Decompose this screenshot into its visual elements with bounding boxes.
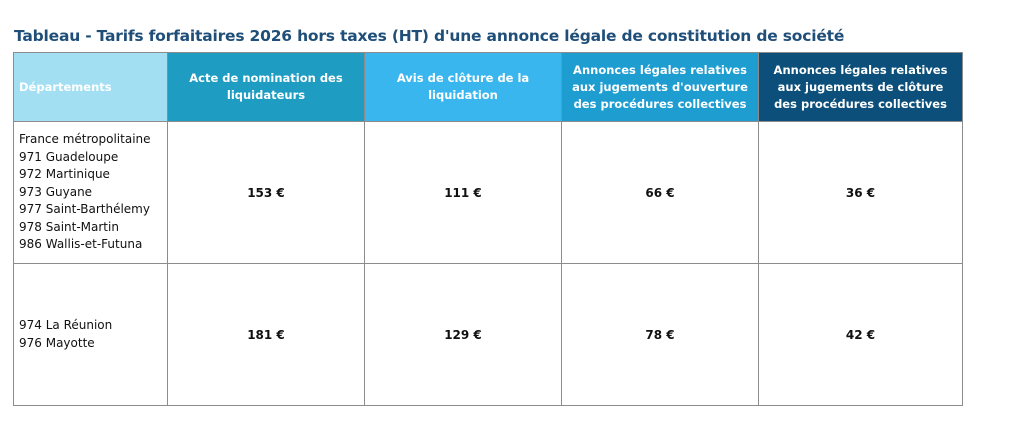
departements-cell [14,264,168,406]
departement-item: 978 Saint-Martin [19,219,119,234]
header-cloture-liquidation: Avis de clôture de la liquidation [365,53,562,122]
departement-item: 986 Wallis-et-Futuna [19,237,143,252]
table-row [14,264,963,406]
tarifs-table [13,52,963,406]
header-jugements-ouverture: Annonces légales relatives aux jugements d'ouverture des procédures collectives [562,53,759,122]
departements-cell [14,122,168,264]
price-jugement-cloture-cell: 36 € [759,122,963,264]
departement-item: 973 Guyane [19,184,93,199]
departement-item: 976 Mayotte [19,335,95,350]
price-jugement-cloture-cell: 42 € [759,264,963,406]
header-jugements-cloture: Annonces légales relatives aux jugements de clôture des procédures collectives [759,53,963,122]
departement-item: 972 Martinique [19,167,110,182]
price-nomination-cell: 181 € [168,264,365,406]
header-nomination-liquidateurs: Acte de nomination des liquidateurs [168,53,365,122]
table-title: Tableau - Tarifs forfaitaires 2026 hors taxes (HT) d'une annonce légale de constitution de société [14,27,845,45]
price-ouverture-cell: 66 € [562,122,759,264]
departement-item: France métropolitaine [19,131,151,146]
departement-item: 974 La Réunion [19,317,113,332]
header-departements: Départements [14,53,168,122]
header-row [14,53,963,122]
price-cloture-cell: 129 € [365,264,562,406]
departement-item: 977 Saint-Barthélemy [19,202,150,217]
price-nomination-cell: 153 € [168,122,365,264]
table-row [14,122,963,264]
departement-item: 971 Guadeloupe [19,149,119,164]
price-cloture-cell: 111 € [365,122,562,264]
price-ouverture-cell: 78 € [562,264,759,406]
